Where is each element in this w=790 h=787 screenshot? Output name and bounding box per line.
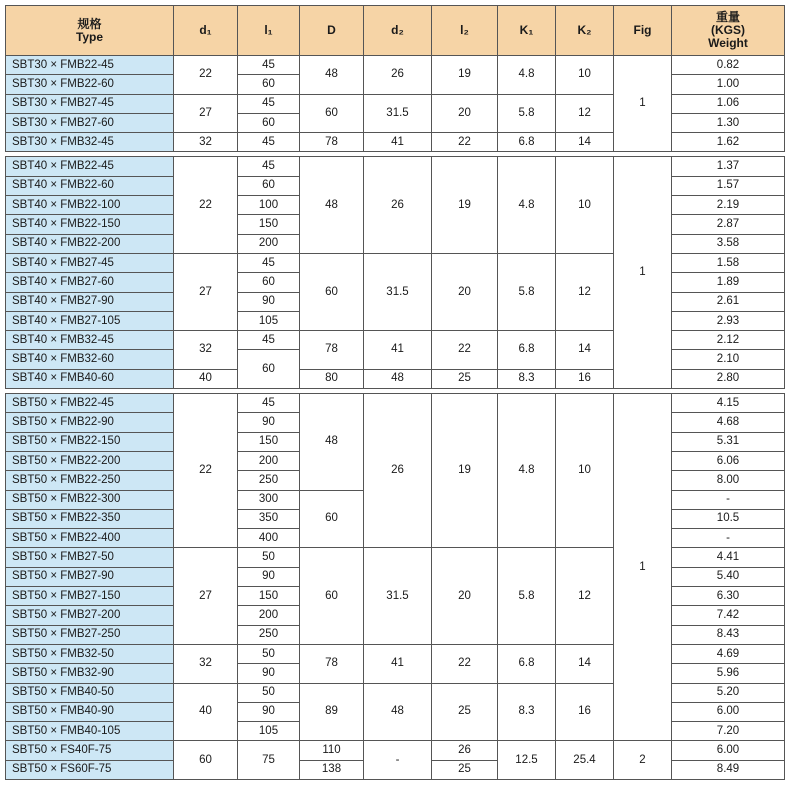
header-d1: d₁ <box>174 6 238 56</box>
l2-cell: 19 <box>432 56 498 95</box>
weight-cell: 4.15 <box>672 394 785 413</box>
l1-cell: 50 <box>238 683 300 702</box>
d2-cell: 41 <box>364 331 432 370</box>
K2-cell: 14 <box>556 331 614 370</box>
type-cell: SBT30 × FMB22-45 <box>6 56 174 75</box>
D-cell: 48 <box>300 394 364 490</box>
K2-cell: 10 <box>556 56 614 95</box>
l2-cell: 20 <box>432 253 498 330</box>
l1-cell: 100 <box>238 196 300 215</box>
D-cell: 80 <box>300 369 364 388</box>
table-row <box>6 394 785 413</box>
D-cell: 110 <box>300 741 364 760</box>
type-cell: SBT50 × FMB22-150 <box>6 432 174 451</box>
d1-cell: 22 <box>174 394 238 548</box>
D-cell: 48 <box>300 157 364 253</box>
l2-cell: 22 <box>432 644 498 683</box>
weight-cell: 0.82 <box>672 56 785 75</box>
type-cell: SBT50 × FMB40-50 <box>6 683 174 702</box>
l1-cell: 45 <box>238 253 300 272</box>
d1-cell: 40 <box>174 369 238 388</box>
d2-cell: 31.5 <box>364 548 432 644</box>
K1-cell: 8.3 <box>498 683 556 741</box>
l1-cell: 60 <box>238 273 300 292</box>
l2-cell: 20 <box>432 94 498 133</box>
fig-cell: 1 <box>614 394 672 741</box>
d2-cell: 26 <box>364 394 432 548</box>
d2-cell: 48 <box>364 369 432 388</box>
type-cell: SBT40 × FMB27-105 <box>6 311 174 330</box>
l1-cell: 45 <box>238 94 300 113</box>
d1-cell: 32 <box>174 331 238 370</box>
table-row <box>6 56 785 75</box>
K1-cell: 4.8 <box>498 157 556 253</box>
l2-cell: 25 <box>432 369 498 388</box>
D-cell: 78 <box>300 644 364 683</box>
l1-cell: 250 <box>238 625 300 644</box>
weight-cell: 5.20 <box>672 683 785 702</box>
type-cell: SBT40 × FMB22-45 <box>6 157 174 176</box>
D-cell: 60 <box>300 490 364 548</box>
D-cell: 48 <box>300 56 364 95</box>
l1-cell: 90 <box>238 664 300 683</box>
K1-cell: 12.5 <box>498 741 556 780</box>
spec-table <box>5 5 785 780</box>
weight-cell: 2.80 <box>672 369 785 388</box>
header-K2: K₂ <box>556 6 614 56</box>
l1-cell: 45 <box>238 133 300 152</box>
D-cell: 60 <box>300 253 364 330</box>
d2-cell: 48 <box>364 683 432 741</box>
type-cell: SBT50 × FS60F-75 <box>6 760 174 779</box>
weight-cell: 6.30 <box>672 587 785 606</box>
type-cell: SBT50 × FMB40-105 <box>6 722 174 741</box>
weight-cell: 1.89 <box>672 273 785 292</box>
K2-cell: 12 <box>556 253 614 330</box>
weight-cell: 5.40 <box>672 567 785 586</box>
K2-cell: 12 <box>556 94 614 133</box>
l1-cell: 150 <box>238 587 300 606</box>
K2-cell: 12 <box>556 548 614 644</box>
K2-cell: 14 <box>556 644 614 683</box>
K2-cell: 10 <box>556 394 614 548</box>
K1-cell: 5.8 <box>498 548 556 644</box>
header-type: 规格 Type <box>6 6 174 56</box>
weight-cell: 8.00 <box>672 471 785 490</box>
type-cell: SBT50 × FMB27-150 <box>6 587 174 606</box>
l2-cell: 19 <box>432 394 498 548</box>
type-cell: SBT40 × FMB22-200 <box>6 234 174 253</box>
d1-cell: 32 <box>174 644 238 683</box>
K1-cell: 8.3 <box>498 369 556 388</box>
weight-cell: 1.06 <box>672 94 785 113</box>
d1-cell: 40 <box>174 683 238 741</box>
header-row <box>6 6 785 56</box>
fig-cell: 1 <box>614 56 672 152</box>
l2-cell: 22 <box>432 133 498 152</box>
l1-cell: 200 <box>238 234 300 253</box>
K1-cell: 5.8 <box>498 253 556 330</box>
type-cell: SBT30 × FMB32-45 <box>6 133 174 152</box>
l1-cell: 60 <box>238 176 300 195</box>
table-row <box>6 741 785 760</box>
weight-cell: 2.93 <box>672 311 785 330</box>
K2-cell: 16 <box>556 683 614 741</box>
l1-cell: 400 <box>238 529 300 548</box>
weight-cell: 8.49 <box>672 760 785 779</box>
d2-cell: 31.5 <box>364 253 432 330</box>
header-K1: K₁ <box>498 6 556 56</box>
weight-cell: 4.69 <box>672 644 785 663</box>
weight-cell: 1.00 <box>672 75 785 94</box>
l1-cell: 150 <box>238 215 300 234</box>
header-D: D <box>300 6 364 56</box>
D-cell: 78 <box>300 133 364 152</box>
weight-cell: 2.12 <box>672 331 785 350</box>
l1-cell: 50 <box>238 644 300 663</box>
l1-cell: 50 <box>238 548 300 567</box>
type-cell: SBT50 × FS40F-75 <box>6 741 174 760</box>
l1-cell: 90 <box>238 702 300 721</box>
K1-cell: 6.8 <box>498 331 556 370</box>
K2-cell: 10 <box>556 157 614 253</box>
header-l2: l₂ <box>432 6 498 56</box>
type-cell: SBT50 × FMB27-50 <box>6 548 174 567</box>
l2-cell: 20 <box>432 548 498 644</box>
D-cell: 89 <box>300 683 364 741</box>
weight-cell: 6.06 <box>672 451 785 470</box>
D-cell: 78 <box>300 331 364 370</box>
type-cell: SBT50 × FMB40-90 <box>6 702 174 721</box>
l2-cell: 19 <box>432 157 498 253</box>
type-cell: SBT50 × FMB22-200 <box>6 451 174 470</box>
l1-cell: 200 <box>238 451 300 470</box>
l1-cell: 60 <box>238 113 300 132</box>
K2-cell: 16 <box>556 369 614 388</box>
type-cell: SBT40 × FMB27-60 <box>6 273 174 292</box>
weight-cell: 6.00 <box>672 741 785 760</box>
l1-cell: 300 <box>238 490 300 509</box>
weight-cell: 1.57 <box>672 176 785 195</box>
K1-cell: 4.8 <box>498 56 556 95</box>
l2-cell: 26 <box>432 741 498 760</box>
type-cell: SBT40 × FMB22-60 <box>6 176 174 195</box>
D-cell: 60 <box>300 548 364 644</box>
d2-cell: 26 <box>364 157 432 253</box>
d1-cell: 27 <box>174 94 238 133</box>
weight-cell: 5.96 <box>672 664 785 683</box>
weight-cell: 3.58 <box>672 234 785 253</box>
header-l1: l₁ <box>238 6 300 56</box>
weight-cell: 8.43 <box>672 625 785 644</box>
spec-table-container <box>5 5 784 780</box>
l1-cell: 45 <box>238 331 300 350</box>
l1-cell: 105 <box>238 311 300 330</box>
weight-cell: 4.68 <box>672 413 785 432</box>
l1-cell: 90 <box>238 567 300 586</box>
weight-cell: 7.20 <box>672 722 785 741</box>
l2-cell: 22 <box>432 331 498 370</box>
d1-cell: 27 <box>174 548 238 644</box>
weight-cell: 6.00 <box>672 702 785 721</box>
type-cell: SBT50 × FMB27-90 <box>6 567 174 586</box>
l1-cell: 60 <box>238 75 300 94</box>
d1-cell: 27 <box>174 253 238 330</box>
type-cell: SBT50 × FMB22-90 <box>6 413 174 432</box>
D-cell: 138 <box>300 760 364 779</box>
type-cell: SBT50 × FMB22-250 <box>6 471 174 490</box>
l2-cell: 25 <box>432 683 498 741</box>
weight-cell: 1.62 <box>672 133 785 152</box>
d2-cell: 41 <box>364 133 432 152</box>
K1-cell: 6.8 <box>498 133 556 152</box>
K1-cell: 6.8 <box>498 644 556 683</box>
l1-cell: 90 <box>238 292 300 311</box>
type-cell: SBT40 × FMB27-90 <box>6 292 174 311</box>
type-cell: SBT40 × FMB22-100 <box>6 196 174 215</box>
weight-cell: 5.31 <box>672 432 785 451</box>
type-cell: SBT50 × FMB22-350 <box>6 509 174 528</box>
table-row <box>6 157 785 176</box>
type-cell: SBT40 × FMB27-45 <box>6 253 174 272</box>
l1-cell: 105 <box>238 722 300 741</box>
l2-cell: 25 <box>432 760 498 779</box>
l1-cell: 45 <box>238 56 300 75</box>
K1-cell: 5.8 <box>498 94 556 133</box>
d1-cell: 22 <box>174 157 238 253</box>
header-fig: Fig <box>614 6 672 56</box>
type-cell: SBT40 × FMB22-150 <box>6 215 174 234</box>
type-cell: SBT50 × FMB27-250 <box>6 625 174 644</box>
weight-cell: 2.10 <box>672 350 785 369</box>
l1-cell: 45 <box>238 157 300 176</box>
weight-cell: 2.19 <box>672 196 785 215</box>
l1-cell: 200 <box>238 606 300 625</box>
l1-cell: 45 <box>238 394 300 413</box>
l1-cell: 250 <box>238 471 300 490</box>
d2-cell: 41 <box>364 644 432 683</box>
d2-cell: - <box>364 741 432 780</box>
type-cell: SBT50 × FMB32-90 <box>6 664 174 683</box>
fig-cell: 2 <box>614 741 672 780</box>
type-cell: SBT50 × FMB32-50 <box>6 644 174 663</box>
l1-cell: 90 <box>238 413 300 432</box>
l1-cell: 75 <box>238 741 300 780</box>
K2-cell: 25.4 <box>556 741 614 780</box>
type-cell: SBT30 × FMB22-60 <box>6 75 174 94</box>
type-cell: SBT50 × FMB22-300 <box>6 490 174 509</box>
type-cell: SBT50 × FMB27-200 <box>6 606 174 625</box>
type-cell: SBT40 × FMB32-60 <box>6 350 174 369</box>
d1-cell: 32 <box>174 133 238 152</box>
d1-cell: 60 <box>174 741 238 780</box>
weight-cell: 1.37 <box>672 157 785 176</box>
D-cell: 60 <box>300 94 364 133</box>
type-cell: SBT30 × FMB27-45 <box>6 94 174 113</box>
weight-cell: 4.41 <box>672 548 785 567</box>
type-cell: SBT50 × FMB22-400 <box>6 529 174 548</box>
weight-cell: 1.58 <box>672 253 785 272</box>
header-weight: 重量 (KGS) Weight <box>672 6 785 56</box>
l1-cell: 60 <box>238 350 300 389</box>
weight-cell: 1.30 <box>672 113 785 132</box>
type-cell: SBT40 × FMB32-45 <box>6 331 174 350</box>
type-cell: SBT50 × FMB22-45 <box>6 394 174 413</box>
d1-cell: 22 <box>174 56 238 95</box>
K2-cell: 14 <box>556 133 614 152</box>
weight-cell: 2.61 <box>672 292 785 311</box>
K1-cell: 4.8 <box>498 394 556 548</box>
d2-cell: 31.5 <box>364 94 432 133</box>
weight-cell: 10.5 <box>672 509 785 528</box>
fig-cell: 1 <box>614 157 672 389</box>
weight-cell: - <box>672 490 785 509</box>
header-d2: d₂ <box>364 6 432 56</box>
l1-cell: 350 <box>238 509 300 528</box>
l1-cell: 150 <box>238 432 300 451</box>
type-cell: SBT30 × FMB27-60 <box>6 113 174 132</box>
d2-cell: 26 <box>364 56 432 95</box>
weight-cell: 7.42 <box>672 606 785 625</box>
weight-cell: - <box>672 529 785 548</box>
weight-cell: 2.87 <box>672 215 785 234</box>
type-cell: SBT40 × FMB40-60 <box>6 369 174 388</box>
